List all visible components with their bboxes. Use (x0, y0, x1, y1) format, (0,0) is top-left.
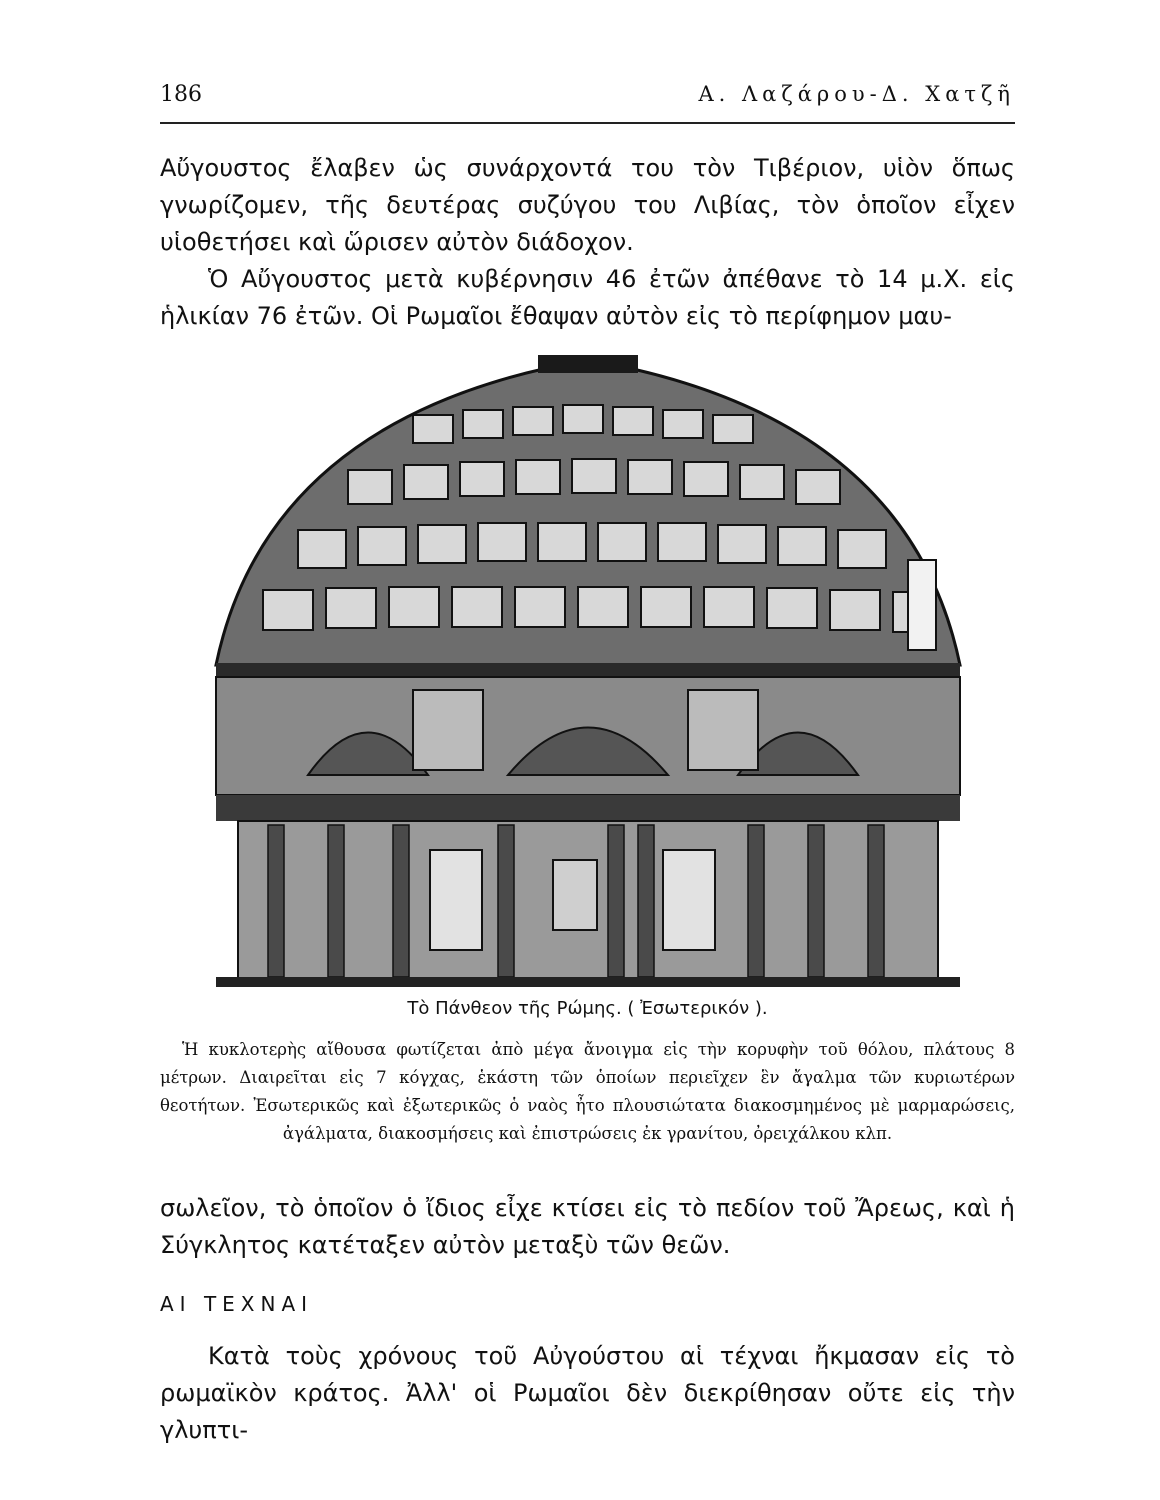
figure-caption: Τὸ Πάνθεον τῆς Ρώμης. ( Ἐσωτερικόν ). (407, 998, 768, 1019)
page-header (160, 82, 1015, 124)
running-head: Α. Λαζάρου-Δ. Χατζῆ (698, 82, 1015, 106)
section-heading: ΑΙ ΤΕΧΝΑΙ (160, 1292, 314, 1316)
paragraph-arts: Κατὰ τοὺς χρόνους τοῦ Αὐγούστου αἱ τέχναι ἤκμασαν εἰς τὸ ρωμαϊκὸν κράτος. Ἀλλ' οἱ Ρωμαῖοι δὲν διεκρίθησαν οὔτε εἰς τὴν γλυπτι- (160, 1342, 1015, 1444)
oculus (538, 355, 638, 373)
paragraph-augustus-text: Αὔγουστος ἔλαβεν ὡς συνάρχοντά του τὸν Τιβέριον, υἱὸν ὅπως γνωρίζομεν, τῆς δευτέρας συζύγου του Λιβίας, τὸν ὁποῖον εἶχεν υἱοθετήσει καὶ ὥρισεν αὐτὸν διάδοχον. (160, 154, 1015, 256)
page-number: 186 (160, 82, 202, 107)
paragraph-augustus (160, 150, 1015, 335)
paragraph-augustus-death: Ὁ Αὔγουστος μετὰ κυβέρνησιν 46 ἐτῶν ἀπέθανε τὸ 14 μ.Χ. εἰς ἡλικίαν 76 ἐτῶν. Οἱ Ρωμαῖοι ἔθαψαν αὐτὸν εἰς τὸ περίφημον μαυ- (160, 265, 1015, 330)
pantheon-illustration (208, 345, 968, 990)
figure-note: Ἡ κυκλοτερὴς αἴθουσα φωτίζεται ἀπὸ μέγα ἄνοιγμα εἰς τὴν κορυφὴν τοῦ θόλου, πλάτους 8 μέτρων. Διαιρεῖται εἰς 7 κόγχας, ἑκάστη τῶν ὁποίων περιεῖχεν ἓν ἄγαλμα τῶν κυριωτέρων θεοτήτων. Ἐσωτερικῶς καὶ ἐξωτερικῶς ὁ ναὸς ἦτο πλουσιώτατα διακοσμημένος μὲ μαρμαρώσεις, ἀγάλματα, διακοσμήσεις καὶ ἐπιστρώσεις ἐκ γρανίτου, ὀρειχάλκου κλπ. (160, 1040, 1015, 1143)
pantheon-engraving (208, 345, 968, 990)
paragraph-mausoleum: σωλεῖον, τὸ ὁποῖον ὁ ἴδιος εἶχε κτίσει εἰς τὸ πεδίον τοῦ Ἄρεως, καὶ ἡ Σύγκλητος κατέταξεν αὐτὸν μεταξὺ τῶν θεῶν. (160, 1194, 1015, 1259)
